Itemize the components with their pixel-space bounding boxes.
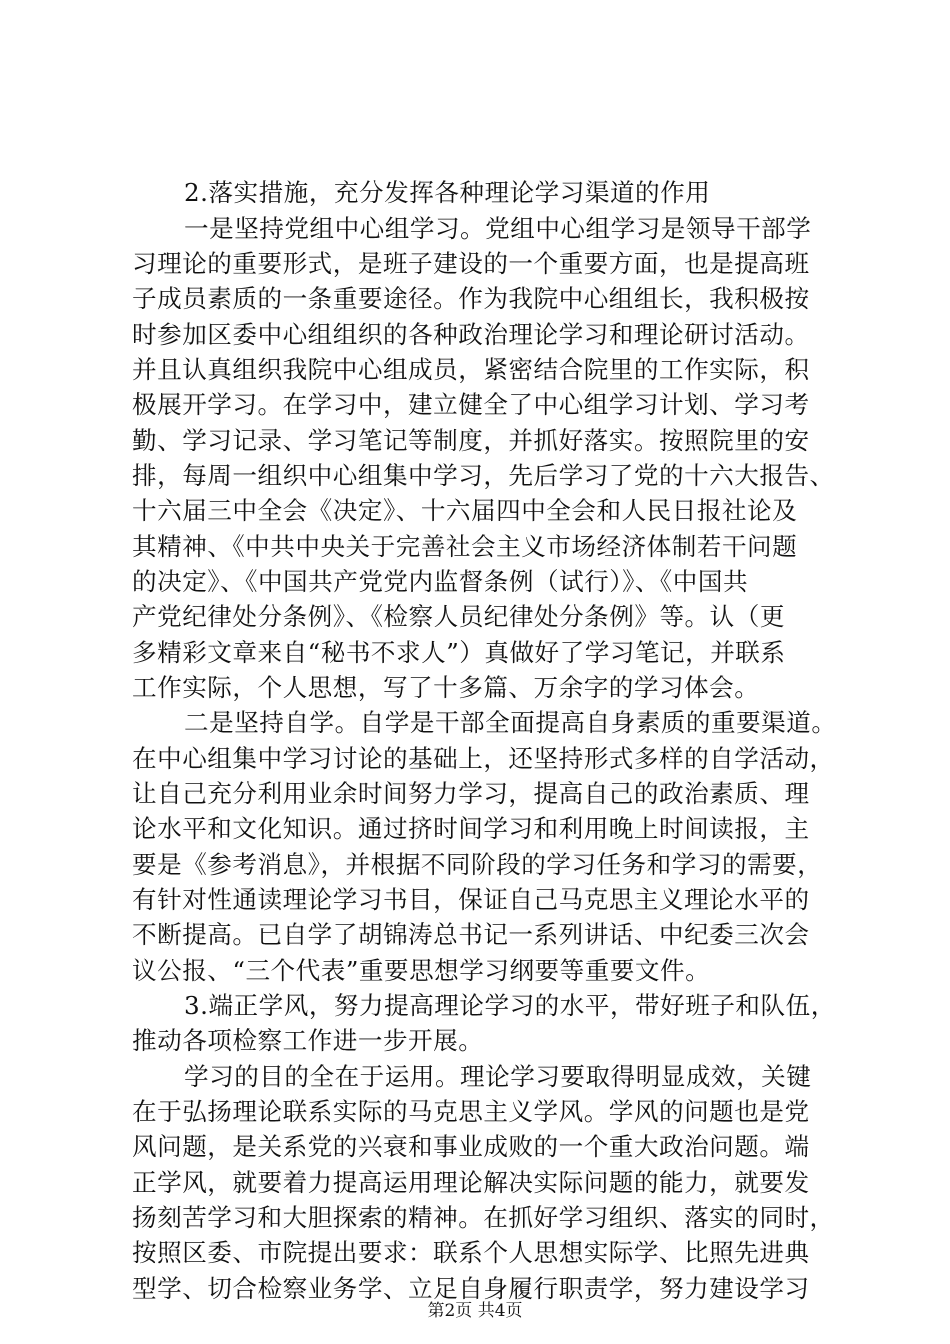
body-line: 十六届三中全会《决定》、十六届四中全会和人民日报社论及 xyxy=(132,496,798,525)
page-footer: 第2页 共4页 xyxy=(427,1301,523,1321)
body-line: 按照区委、市院提出要求：联系个人思想实际学、比照先进典 xyxy=(132,1238,810,1267)
body-line: 勤、学习记录、学习笔记等制度，并抓好落实。按照院里的安 xyxy=(132,426,810,455)
body-line: 习理论的重要形式，是班子建设的一个重要方面，也是提高班 xyxy=(132,249,810,278)
body-line: 不断提高。已自学了胡锦涛总书记一系列讲话、中纪委三次会 xyxy=(132,920,810,949)
body-line: 子成员素质的一条重要途径。作为我院中心组组长，我积极按 xyxy=(132,284,810,313)
body-line: 型学、切合检察业务学、立足自身履行职责学，努力建设学习 xyxy=(132,1274,810,1303)
body-line: 有针对性通读理论学习书目，保证自己马克思主义理论水平的 xyxy=(132,885,810,914)
body-line: 让自己充分利用业余时间努力学习，提高自己的政治素质、理 xyxy=(132,779,810,808)
body-line: 推动各项检察工作进一步开展。 xyxy=(132,1026,484,1055)
body-line: 极展开学习。在学习中，建立健全了中心组学习计划、学习考 xyxy=(132,390,810,419)
body-line: 多精彩文章来自“秘书不求人”）真做好了学习笔记，并联系 xyxy=(132,638,786,667)
body-line: 要是《参考消息》，并根据不同阶段的学习任务和学习的需要， xyxy=(132,850,823,879)
body-line: 议公报、“三个代表”重要思想学习纲要等重要文件。 xyxy=(132,956,711,985)
body-line: 排，每周一组织中心组集中学习，先后学习了党的十六大报告、 xyxy=(132,461,835,490)
body-line: 风问题，是关系党的兴衰和事业成败的一个重大政治问题。端 xyxy=(132,1132,810,1161)
body-line: 二是坚持自学。自学是干部全面提高自身素质的重要渠道。 xyxy=(184,708,837,737)
body-line: 产党纪律处分条例》、《检察人员纪律处分条例》等。认（更 xyxy=(132,602,785,631)
body-line: 的决定》、《中国共产党党内监督条例（试行）》、《中国共 xyxy=(132,567,749,596)
body-line: 其精神、《中共中央关于完善社会主义市场经济体制若干问题 xyxy=(132,532,798,561)
body-line: 3.端正学风，努力提高理论学习的水平，带好班子和队伍， xyxy=(184,991,836,1020)
body-line: 工作实际，个人思想，写了十多篇、万余字的学习体会。 xyxy=(132,673,760,702)
body-line: 并且认真组织我院中心组成员，紧密结合院里的工作实际，积 xyxy=(132,355,810,384)
body-line: 学习的目的全在于运用。理论学习要取得明显成效，关键 xyxy=(184,1062,812,1091)
body-line: 正学风，就要着力提高运用理论解决实际问题的能力，就要发 xyxy=(132,1168,810,1197)
body-line: 一是坚持党组中心组学习。党组中心组学习是领导干部学 xyxy=(184,214,812,243)
body-line: 在中心组集中学习讨论的基础上，还坚持形式多样的自学活动， xyxy=(132,744,835,773)
body-line: 时参加区委中心组组织的各种政治理论学习和理论研讨活动。 xyxy=(132,320,810,349)
body-line: 扬刻苦学习和大胆探索的精神。在抓好学习组织、落实的同时， xyxy=(132,1203,835,1232)
body-line: 2.落实措施，充分发挥各种理论学习渠道的作用 xyxy=(184,178,711,207)
body-line: 在于弘扬理论联系实际的马克思主义学风。学风的问题也是党 xyxy=(132,1097,810,1126)
body-line: 论水平和文化知识。通过挤时间学习和利用晚上时间读报，主 xyxy=(132,814,810,843)
